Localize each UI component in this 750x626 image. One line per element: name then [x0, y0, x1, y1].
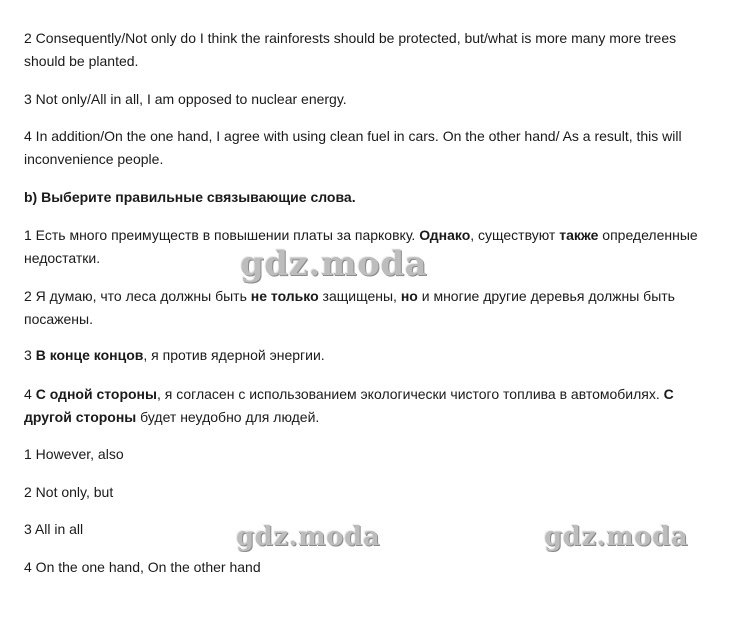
text-segment: 1 Есть много преимуществ в повышении платы за парковку.	[24, 227, 420, 243]
russian-sentence-2	[24, 285, 714, 331]
section-heading	[24, 186, 714, 209]
heading-text: b) Выберите правильные связывающие слова.	[24, 189, 356, 205]
watermark-bottom-left: gdz.moda	[236, 522, 381, 552]
answer-1: 1 However, also	[24, 446, 124, 462]
sentence-4-english: 4 In addition/On the one hand, I agree with using clean fuel in cars. On the other hand/ As a result, this will inconvenience people.	[24, 128, 682, 167]
text-segment: 4	[24, 386, 36, 402]
text-segment: и многие другие деревья должны быть посажены.	[24, 288, 675, 327]
text-segment: определенные недостатки.	[24, 227, 698, 266]
sentence-3-english: 3 Not only/All in all, I am opposed to nuclear energy.	[24, 91, 347, 107]
answer-3: 3 All in all	[24, 521, 84, 537]
sentence-2-english: 2 Consequently/Not only do I think the rainforests should be protected, but/what is more many more trees should be planted.	[24, 30, 677, 69]
watermark-bottom-right: gdz.moda	[544, 522, 689, 552]
russian-sentence-3	[24, 344, 714, 367]
answer-4: 4 On the one hand, On the other hand	[24, 559, 261, 575]
bold-connector: С одной стороны	[35, 386, 157, 402]
text-segment: , существуют	[470, 227, 560, 243]
text-segment: защищены,	[318, 288, 401, 304]
text-segment: , я согласен с использованием экологически чистого топлива в автомобилях.	[156, 386, 664, 402]
russian-sentence-4	[24, 383, 714, 429]
bold-connector: не только	[250, 288, 319, 304]
bold-connector: но	[400, 288, 418, 304]
bold-connector: Однако	[419, 227, 471, 243]
text-segment: 2 Я думаю, что леса должны быть	[24, 288, 251, 304]
watermark-center: gdz.moda	[240, 244, 428, 284]
text-segment: 3	[24, 347, 36, 363]
bold-connector: С другой стороны	[24, 386, 674, 425]
text-segment: , я против ядерной энергии.	[143, 347, 325, 363]
bold-connector: также	[559, 227, 599, 243]
text-segment: будет неудобно для людей.	[136, 409, 320, 425]
bold-connector: В конце концов	[35, 347, 144, 363]
answer-2: 2 Not only, but	[24, 484, 114, 500]
